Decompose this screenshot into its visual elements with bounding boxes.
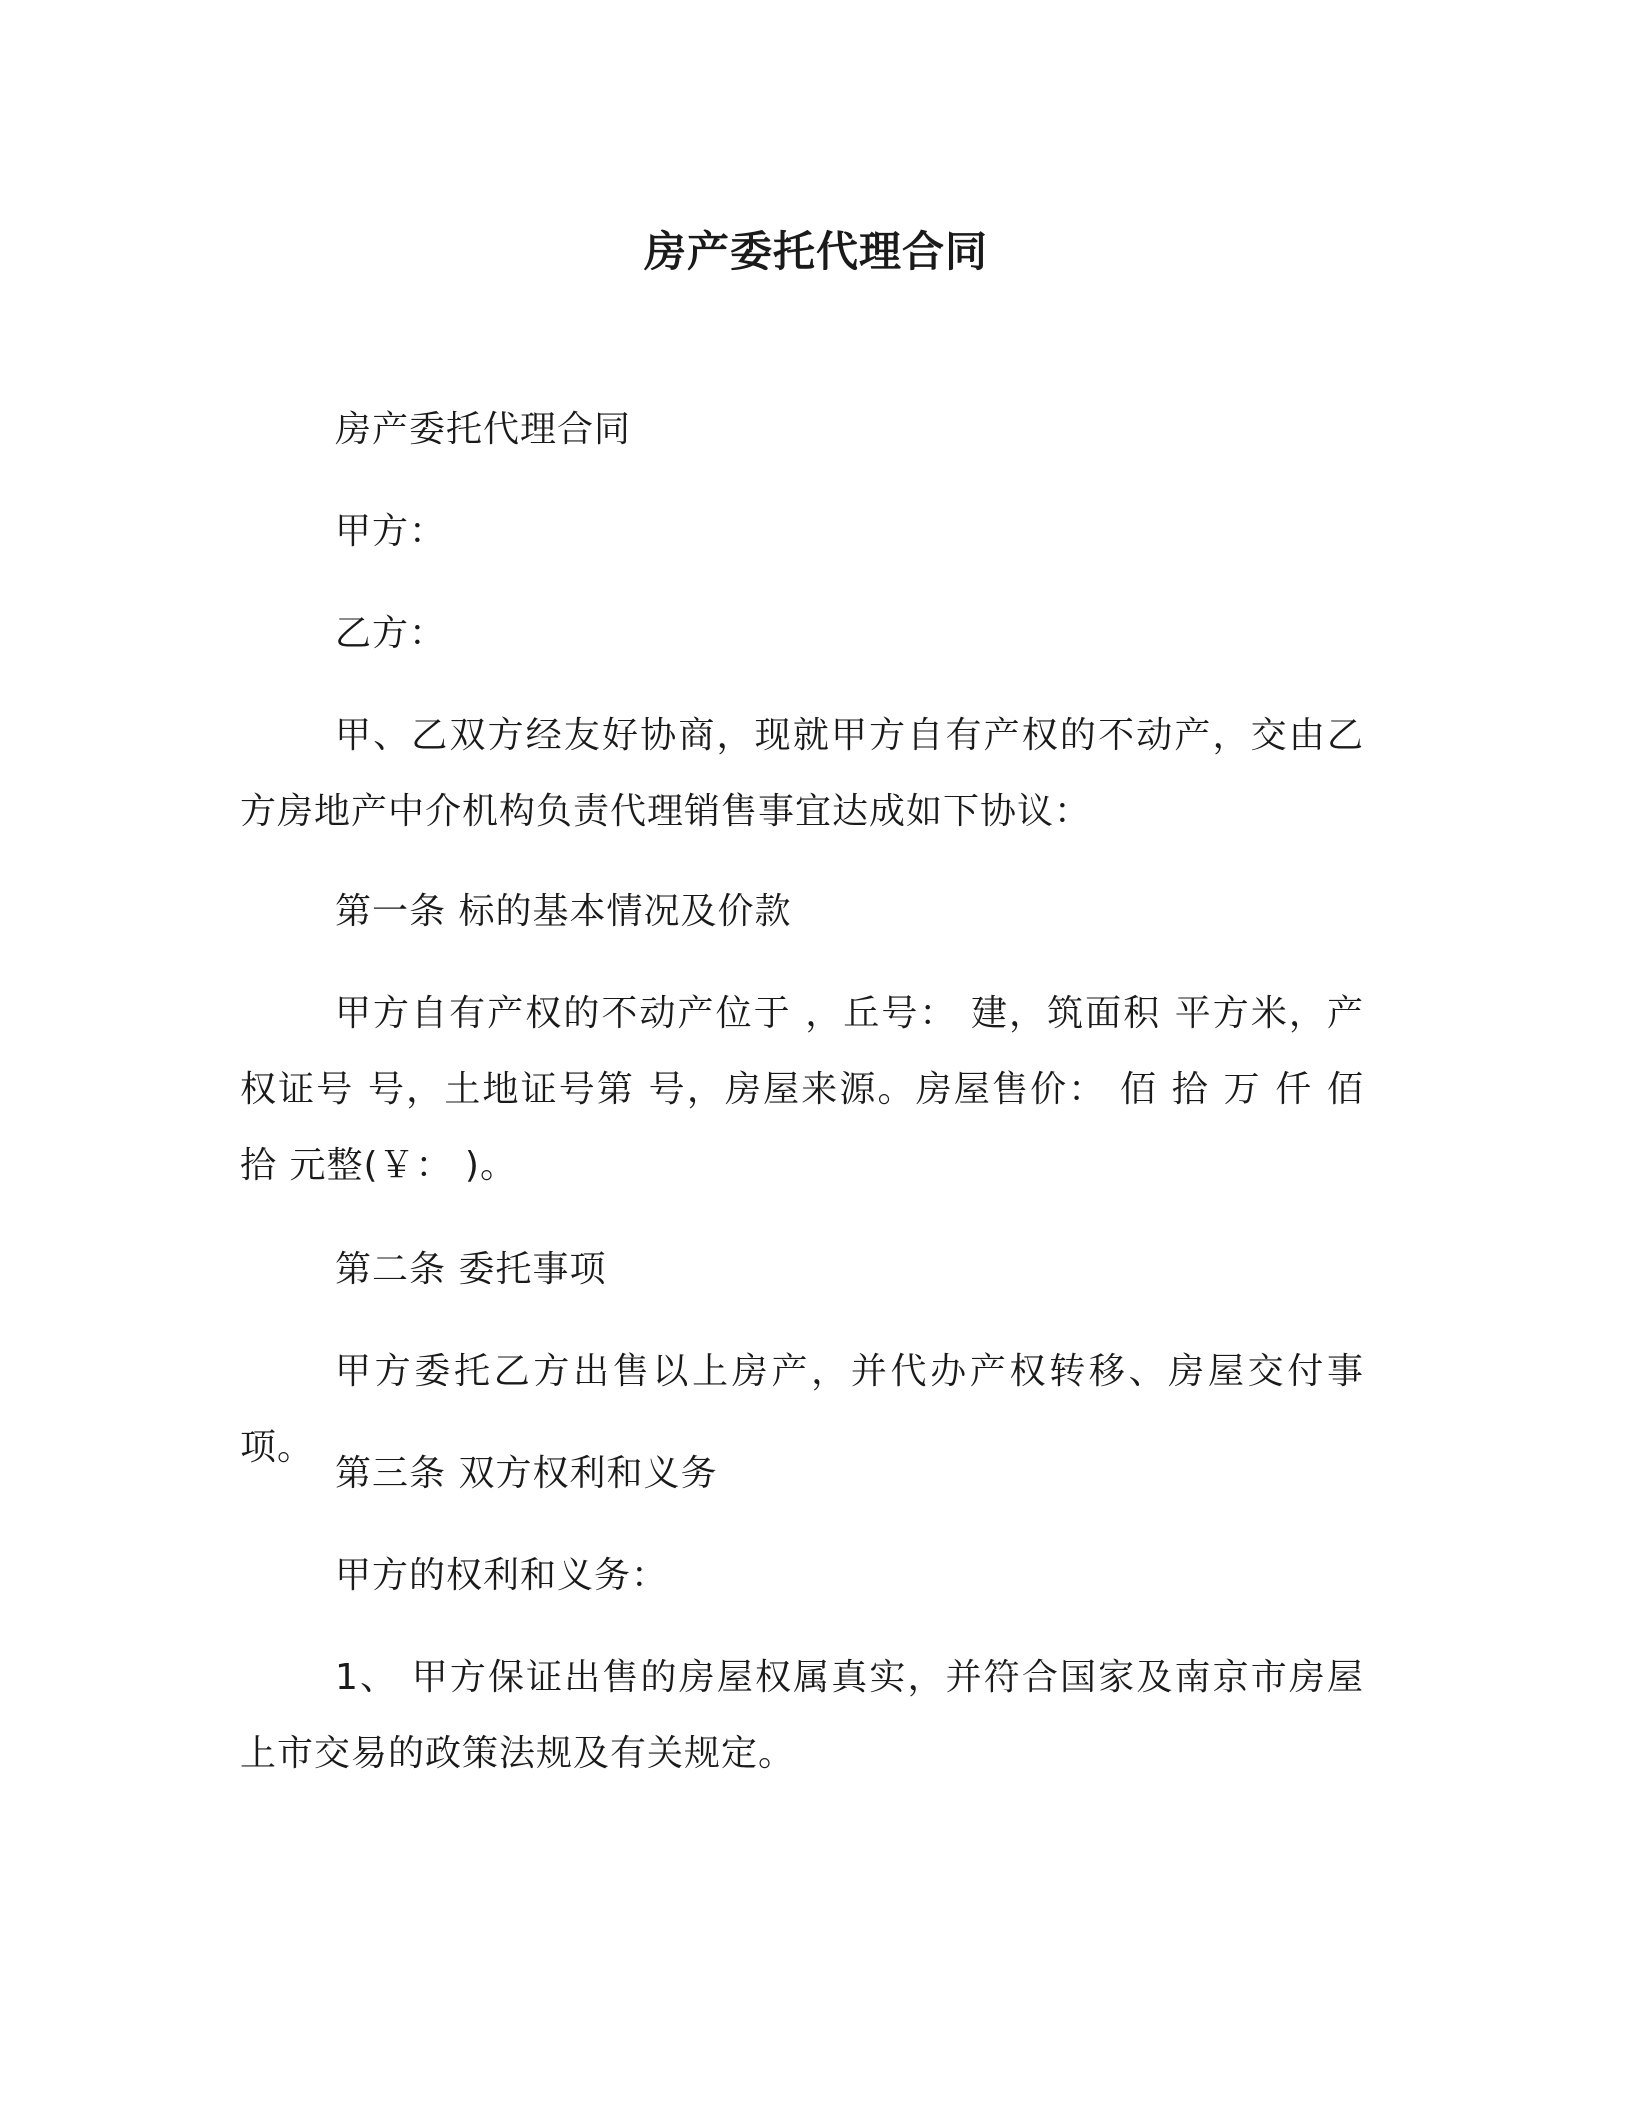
article-3-heading: 第三条 双方权利和义务: [335, 1453, 718, 1494]
party-a-rights-heading: 甲方的权利和义务：: [335, 1555, 669, 1596]
article-2-body: 甲方委托乙方出售以上房产，并代办产权转移、房屋交付事项。: [240, 1351, 1364, 1468]
document-title: 房产委托代理合同: [643, 227, 988, 276]
paragraph-heading: 房产委托代理合同: [335, 409, 632, 450]
article-2-heading: 第二条 委托事项: [335, 1249, 607, 1290]
article-1-body: 甲方自有产权的不动产位于 ，丘号： 建，筑面积 平方米，产权证号 号，土地证号第 号，房屋来源。房屋售价： 佰 拾 万 仟 佰 拾 元整(￥： )。: [240, 993, 1364, 1186]
clause-1: 1、 甲方保证出售的房屋权属真实，并符合国家及南京市房屋上市交易的政策法规及有关规定。: [240, 1657, 1364, 1774]
party-a-line: 甲方：: [335, 511, 447, 552]
preamble-paragraph: 甲、乙双方经友好协商，现就甲方自有产权的不动产，交由乙方房地产中介机构负责代理销售事宜达成如下协议：: [240, 715, 1364, 832]
party-b-line: 乙方：: [335, 613, 447, 654]
article-1-heading: 第一条 标的基本情况及价款: [335, 891, 792, 932]
